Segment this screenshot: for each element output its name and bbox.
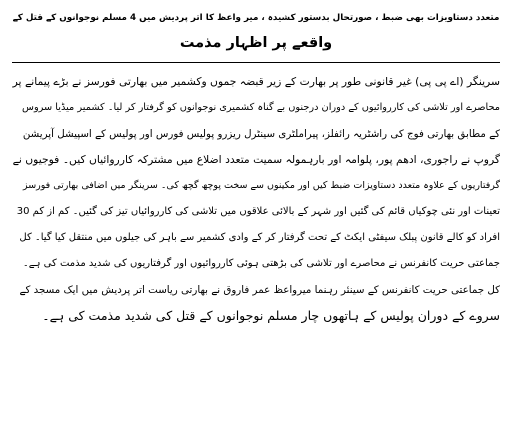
body-line: سرینگر (اے پی پی) غیر قانونی طور پر بھارت کے زیر قبضہ جموں وکشمیر میں بھارتی فورسز نے بڑے پیمانے پر <box>12 75 500 88</box>
headline-divider <box>12 62 500 63</box>
body-line: تعینات اور نئی چوکیاں قائم کی گئیں اور شہر کے بالائی علاقوں میں تلاشی کی کارروائیاں تیز کی گئیں۔ کم از کم 30 <box>16 206 500 217</box>
body-line: گرفتاریوں کے علاوہ متعدد دستاویزات ضبط کیں اور مکینوں سے سخت پوچھ گچھ کی۔ سرینگر میں اضافی بھارتی فورسز <box>22 180 500 191</box>
body-line: افراد کو کالے قانون پبلک سیفٹی ایکٹ کے تحت گرفتار کر کے وادی کشمیر سے باہر کی جیلوں میں منتقل کیا گیا۔ کل <box>19 232 500 243</box>
article-body <box>12 69 500 329</box>
body-line: محاصرے اور تلاشی کی کارروائیوں کے دوران درجنوں بے گناہ کشمیری نوجوانوں کو گرفتار کر لیا۔ کشمیر میڈیا سروس <box>22 102 500 113</box>
body-line: کے مطابق بھارتی فوج کی راشٹریہ رائفلز، پیراملٹری سینٹرل ریزرو پولیس فورس اور پولیس کے اسپیشل آپریشن <box>22 128 500 140</box>
headline-line-1: متعدد دستاویزات بھی ضبط ، صورتحال بدستور کشیدہ ، میر واعظ کا اتر پردیش میں 4 مسلم نوجوانوں کے قتل کے <box>12 13 500 23</box>
headline-line-2: واقعے پر اظہار مذمت <box>179 35 333 51</box>
body-line: کل جماعتی حریت کانفرنس کے سینئر رہنما میرواعظ عمر فاروق نے بھارتی ریاست اتر پردیش میں ایک مسجد کے <box>19 284 500 296</box>
body-line: جماعتی حریت کانفرنس نے محاصرے اور تلاشی کی بڑھتی ہوئی کارروائیوں اور گرفتاریوں کی شدید مذمت کی ہے۔ <box>22 258 500 269</box>
body-line: گروپ نے راجوری، ادھم پور، پلوامہ اور بارہمولہ سمیت متعدد اضلاع میں مشترکہ کارروائیاں کیں۔ فوجیوں نے <box>12 153 500 166</box>
body-line: سروے کے دوران پولیس کے ہاتھوں چار مسلم نوجوانوں کے قتل کی شدید مذمت کی ہے۔ <box>42 308 500 323</box>
headline <box>12 6 500 56</box>
